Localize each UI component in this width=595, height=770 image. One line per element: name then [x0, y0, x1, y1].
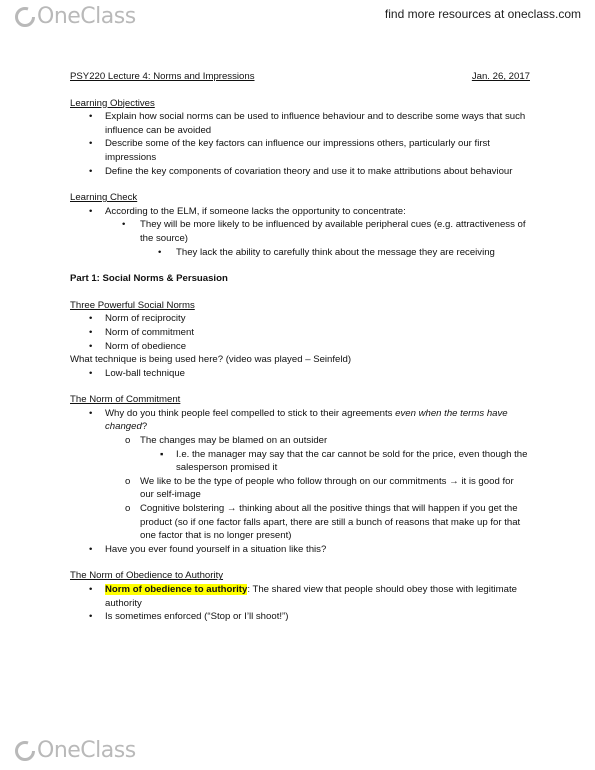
- list-item: [70, 407, 530, 434]
- logo-text: OneClass: [37, 738, 136, 763]
- list-item: • Low-ball technique: [70, 367, 530, 381]
- doc-date: Jan. 26, 2017: [471, 71, 530, 82]
- list-item: • Norm of reciprocity: [70, 312, 530, 326]
- list-item: • Explain how social norms can be used to influence behaviour and to describe some ways that such influence can be avoided: [70, 110, 530, 137]
- list-item: • Is sometimes enforced (“Stop or I’ll shoot!”): [70, 610, 530, 624]
- learning-objectives-list: [70, 110, 530, 178]
- oneclass-logo-icon: [14, 740, 36, 762]
- three-norms-list: [70, 312, 530, 353]
- highlighted-term: Norm of obedience to authority: [105, 584, 248, 595]
- title-row: [70, 70, 530, 84]
- learning-objectives-heading: Learning Objectives: [70, 97, 155, 109]
- part-heading: Part 1: Social Norms & Persuasion: [70, 273, 228, 285]
- list-item: • They lack the ability to carefully think about the message they are receiving: [70, 246, 530, 260]
- list-item: • Define the key components of covariation theory and use it to make attributions about behaviour: [70, 165, 530, 179]
- technique-answer-list: [70, 367, 530, 381]
- list-item: • Have you ever found yourself in a situation like this?: [70, 543, 530, 557]
- logo-text: OneClass: [37, 4, 136, 29]
- list-item: • They will be more likely to be influenced by available peripheral cues (e.g. attractiveness of the source): [70, 218, 530, 245]
- list-item: • According to the ELM, if someone lacks the opportunity to concentrate:: [70, 205, 530, 219]
- emphasis-text: even when the terms have changed: [105, 407, 508, 433]
- technique-question: What technique is being used here? (video was played – Seinfeld): [70, 354, 352, 366]
- commitment-list: [70, 407, 530, 557]
- obedience-list: [70, 583, 530, 624]
- list-item: • Describe some of the key factors can influence our impressions others, particularly our first impressions: [70, 137, 530, 164]
- obedience-heading: The Norm of Obedience to Authority: [70, 570, 224, 582]
- oneclass-logo-icon: [14, 6, 36, 28]
- list-item: • Norm of obedience: [70, 340, 530, 354]
- list-item: • Norm of commitment: [70, 326, 530, 340]
- learning-check-heading: Learning Check: [70, 192, 138, 204]
- list-item: [70, 583, 530, 610]
- question-text: Why do you think people feel compelled to stick to their agreements: [105, 407, 396, 419]
- oneclass-logo[interactable]: [14, 4, 136, 29]
- page-header: [0, 0, 595, 34]
- definition-text: : The shared view that people should obey those with legitimate authority: [105, 584, 518, 609]
- list-item: o The changes may be blamed on an outsider: [70, 434, 530, 448]
- list-item: ▪ I.e. the manager may say that the car cannot be sold for the price, even though the salesperson promised it: [70, 448, 530, 475]
- footer-oneclass-logo[interactable]: [14, 738, 136, 763]
- list-item: o Cognitive bolstering → thinking about all the positive things that will happen if you get the product (so if one factor falls apart, there are still a bunch of reasons that make up for that one factor that is no longer present): [70, 502, 530, 543]
- tagline-link[interactable]: find more resources at oneclass.com: [384, 7, 581, 21]
- commitment-heading: The Norm of Commitment: [70, 394, 181, 406]
- question-mark: ?: [141, 421, 148, 433]
- lecture-notes: [70, 70, 530, 624]
- three-norms-heading: Three Powerful Social Norms: [70, 299, 195, 311]
- list-item: o We like to be the type of people who follow through on our commitments → it is good for our self-image: [70, 475, 530, 502]
- doc-title: PSY220 Lecture 4: Norms and Impressions: [70, 71, 255, 82]
- learning-check-list: [70, 205, 530, 259]
